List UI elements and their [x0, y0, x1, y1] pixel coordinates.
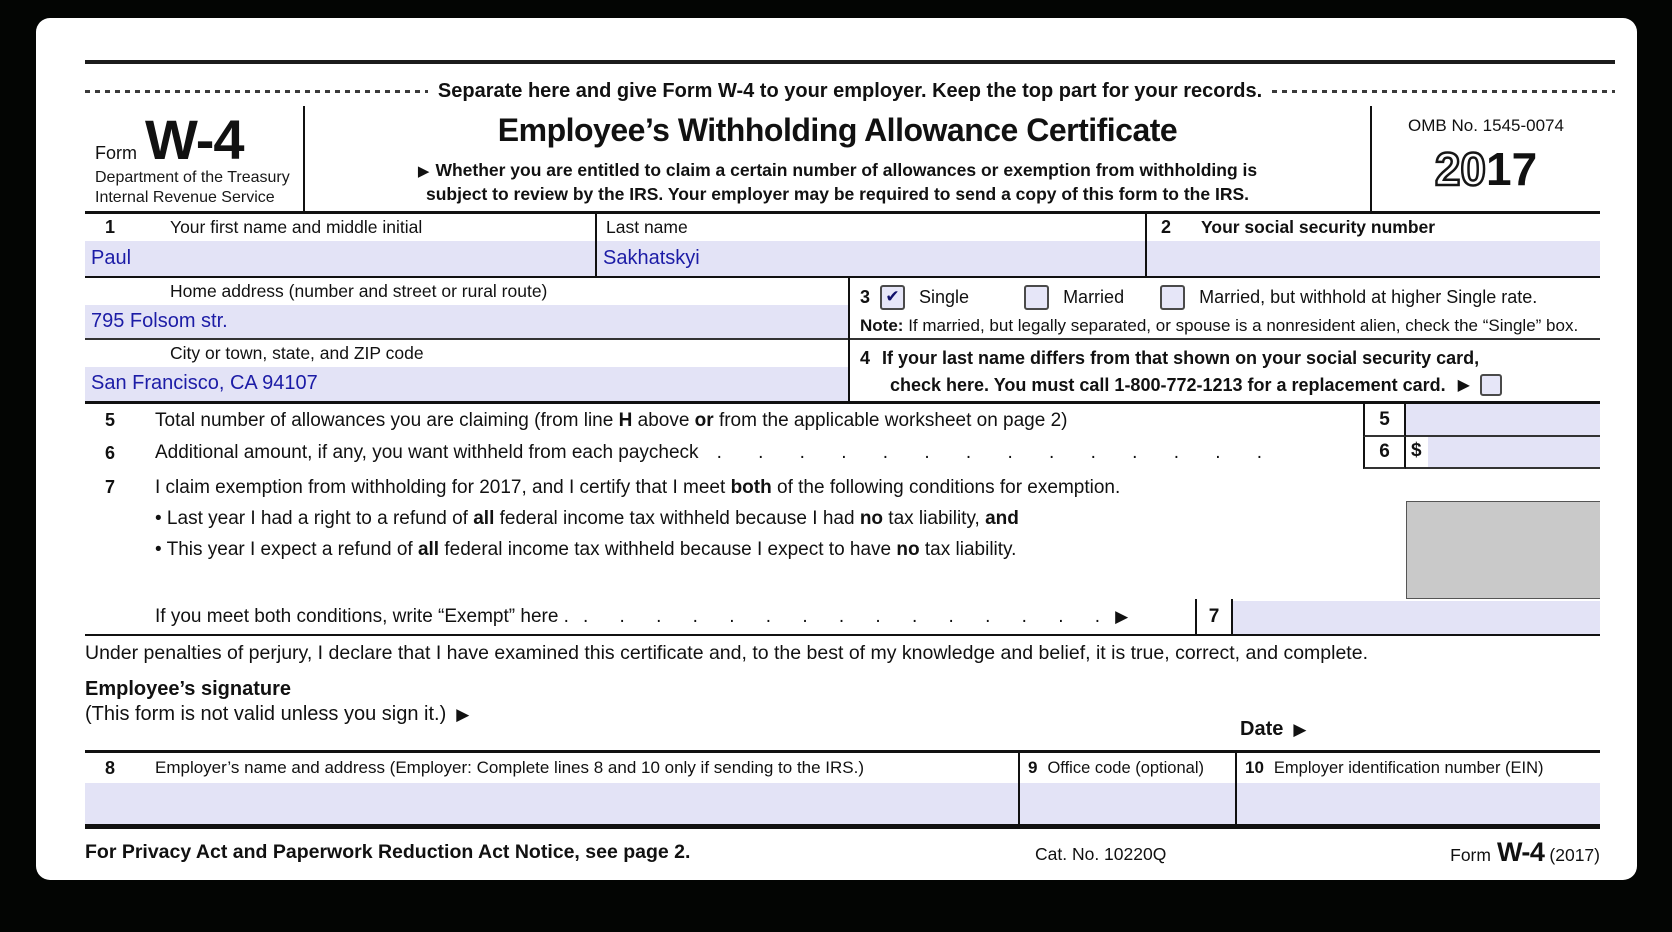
- exempt-text: If you meet both conditions, write “Exempt” here .: [155, 605, 569, 627]
- last-name-cell: [597, 214, 1147, 276]
- arrow-icon: ▶: [1457, 376, 1470, 394]
- line4-text2: check here. You must call 1-800-772-1213 for a replacement card.: [890, 374, 1446, 395]
- dash-left: [85, 90, 428, 93]
- line6-number: 6: [105, 442, 116, 463]
- privacy-notice: For Privacy Act and Paperwork Reduction Act Notice, see page 2.: [85, 841, 691, 863]
- tax-year: [1372, 143, 1600, 195]
- dept-line1: Department of the Treasury: [95, 169, 290, 186]
- dept-line2: Internal Revenue Service: [95, 189, 275, 206]
- last-name-label: Last name: [606, 217, 688, 237]
- line7-intro: I claim exemption from withholding for 2017, and I certify that I meet both of the following conditions for exemption.: [155, 477, 1121, 498]
- office-code-cell: [1020, 753, 1237, 824]
- dot-leader: . . . . . . . . . . . . . .: [716, 442, 1264, 463]
- date-label: Date: [1240, 718, 1284, 740]
- row-names: [85, 214, 1600, 278]
- line7-bullet1: • Last year I had a right to a refund of all federal income tax withheld because I had no tax liability, and: [155, 508, 1019, 529]
- exempt-field[interactable]: [1233, 601, 1600, 634]
- city-value: San Francisco, CA 94107: [91, 372, 318, 395]
- line7-block: [85, 477, 1600, 599]
- dot-leader: . . . . . . . . . . . . . . .: [582, 605, 1102, 627]
- first-name-field[interactable]: [85, 241, 595, 276]
- line5-row: [85, 404, 1600, 437]
- home-address-field[interactable]: [85, 305, 848, 338]
- arrow-icon: ▶: [417, 163, 430, 180]
- line8-number: 8: [105, 757, 116, 778]
- dash-right: [1272, 90, 1615, 93]
- arrow-icon: ▶: [1293, 719, 1307, 739]
- line6-text: Additional amount, if any, you want withheld from each paycheck: [155, 442, 699, 463]
- form-subtitle: [305, 159, 1370, 206]
- married-checkbox[interactable]: [1024, 285, 1049, 310]
- first-name-value: Paul: [91, 247, 132, 269]
- note-label: Note:: [860, 316, 904, 335]
- ein-field[interactable]: [1237, 783, 1600, 824]
- line7-bullet2: • This year I expect a refund of all federal income tax withheld because I expect to have no tax liability.: [155, 539, 1017, 560]
- arrow-icon: ▶: [456, 704, 470, 724]
- single-label: Single: [919, 286, 970, 307]
- year-bold: 17: [1486, 143, 1538, 195]
- subtitle-line1: Whether you are entitled to claim a certain number of allowances or exemption from withholding is: [435, 160, 1258, 180]
- top-rule: [85, 60, 1615, 64]
- ssn-label: Your social security number: [1201, 217, 1436, 237]
- signature-block: [85, 678, 1600, 753]
- line4-text1: If your last name differs from that shown on your social security card,: [882, 347, 1480, 368]
- line7-number: 7: [105, 477, 116, 497]
- office-code-field[interactable]: [1020, 783, 1235, 824]
- married-higher-rate-checkbox[interactable]: [1160, 285, 1185, 310]
- line6-row: [85, 437, 1600, 469]
- ein-cell: [1237, 753, 1600, 824]
- form-word: Form: [1450, 845, 1491, 865]
- subtitle-line2: subject to review by the IRS. Your employer may be required to send a copy of this form to the IRS.: [426, 184, 1249, 204]
- employer-cell: [85, 753, 1020, 824]
- line3-number: 3: [860, 286, 871, 307]
- employer-label: Employer’s name and address (Employer: Complete lines 8 and 10 only if sending to the IRS.): [155, 758, 865, 777]
- note-text: If married, but legally separated, or spouse is a nonresident alien, check the “Single” box.: [908, 316, 1579, 335]
- employer-row: [85, 753, 1600, 829]
- form-reference: [1450, 837, 1600, 868]
- line1-number: 1: [105, 217, 116, 237]
- last-name-field[interactable]: [597, 241, 1145, 276]
- separation-instruction: Separate here and give Form W-4 to your employer. Keep the top part for your records.: [437, 79, 1263, 102]
- form-number: W-4: [1496, 837, 1545, 867]
- signature-label: Employee’s signature: [85, 678, 291, 700]
- single-checkbox[interactable]: [880, 285, 905, 310]
- form-title: Employee’s Withholding Allowance Certificate: [497, 112, 1178, 148]
- home-address-cell: [85, 278, 848, 340]
- checkmark-icon: ✔: [885, 287, 900, 306]
- ein-label: Employer identification number (EIN): [1273, 758, 1544, 777]
- allowances-field[interactable]: [1406, 404, 1600, 435]
- ssn-field[interactable]: [1147, 241, 1600, 276]
- line4-cell: [850, 340, 1600, 401]
- line2-number: 2: [1161, 217, 1172, 237]
- perjury-statement: Under penalties of perjury, I declare that I have examined this certificate and, to the best of my knowledge and belief, it is true, correct, and complete.: [85, 642, 1368, 664]
- line10-number: 10: [1245, 758, 1264, 777]
- home-address-label: Home address (number and street or rural route): [170, 281, 548, 301]
- separation-line: [85, 78, 1615, 104]
- form-id-block: [85, 106, 305, 211]
- signature-note: (This form is not valid unless you sign it.): [85, 703, 447, 725]
- marital-status-cell: [850, 278, 1600, 340]
- city-cell: [85, 340, 848, 401]
- title-block: [305, 106, 1372, 211]
- exempt-row: [85, 599, 1600, 636]
- form-header: [85, 106, 1600, 214]
- form-page: [36, 18, 1637, 880]
- omb-number: OMB No. 1545-0074: [1408, 116, 1564, 135]
- year-outline: 20: [1434, 143, 1486, 195]
- last-name-value: Sakhatskyi: [603, 247, 700, 269]
- home-address-value: 795 Folsom str.: [91, 309, 228, 332]
- dollar-sign: $: [1406, 437, 1428, 467]
- name-differs-checkbox[interactable]: [1480, 374, 1502, 396]
- status-column: [850, 278, 1600, 401]
- arrow-icon: ▶: [1115, 606, 1129, 626]
- catalog-number: Cat. No. 10220Q: [1035, 844, 1167, 864]
- office-code-label: Office code (optional): [1047, 758, 1205, 777]
- form-footer: [85, 837, 1600, 875]
- form-year: (2017): [1549, 845, 1600, 865]
- first-name-cell: [85, 214, 597, 276]
- married-label: Married: [1063, 286, 1125, 307]
- shaded-area: [1406, 501, 1600, 599]
- additional-amount-field[interactable]: [1428, 437, 1600, 467]
- address-column: [85, 278, 850, 401]
- omb-block: [1372, 106, 1600, 211]
- line7-box-number: 7: [1195, 599, 1233, 634]
- line5-text: Total number of allowances you are claiming (from line H above or from the applicable worksheet on page 2): [155, 409, 1068, 431]
- ssn-cell: [1147, 214, 1600, 276]
- employer-name-address-field[interactable]: [85, 783, 1018, 824]
- married-higher-rate-label: Married, but withhold at higher Single rate.: [1199, 286, 1538, 307]
- line4-number: 4: [860, 347, 871, 368]
- line9-number: 9: [1028, 758, 1038, 777]
- form-number: W-4: [145, 108, 244, 171]
- city-label: City or town, state, and ZIP code: [170, 342, 424, 363]
- line6-box-number: 6: [1363, 437, 1406, 469]
- city-field[interactable]: [85, 367, 848, 401]
- form-word: Form: [95, 143, 137, 163]
- first-name-label: Your first name and middle initial: [170, 217, 423, 237]
- rows-address-status: [85, 278, 1600, 404]
- line5-box-number: 5: [1363, 404, 1406, 437]
- line5-number: 5: [105, 410, 116, 430]
